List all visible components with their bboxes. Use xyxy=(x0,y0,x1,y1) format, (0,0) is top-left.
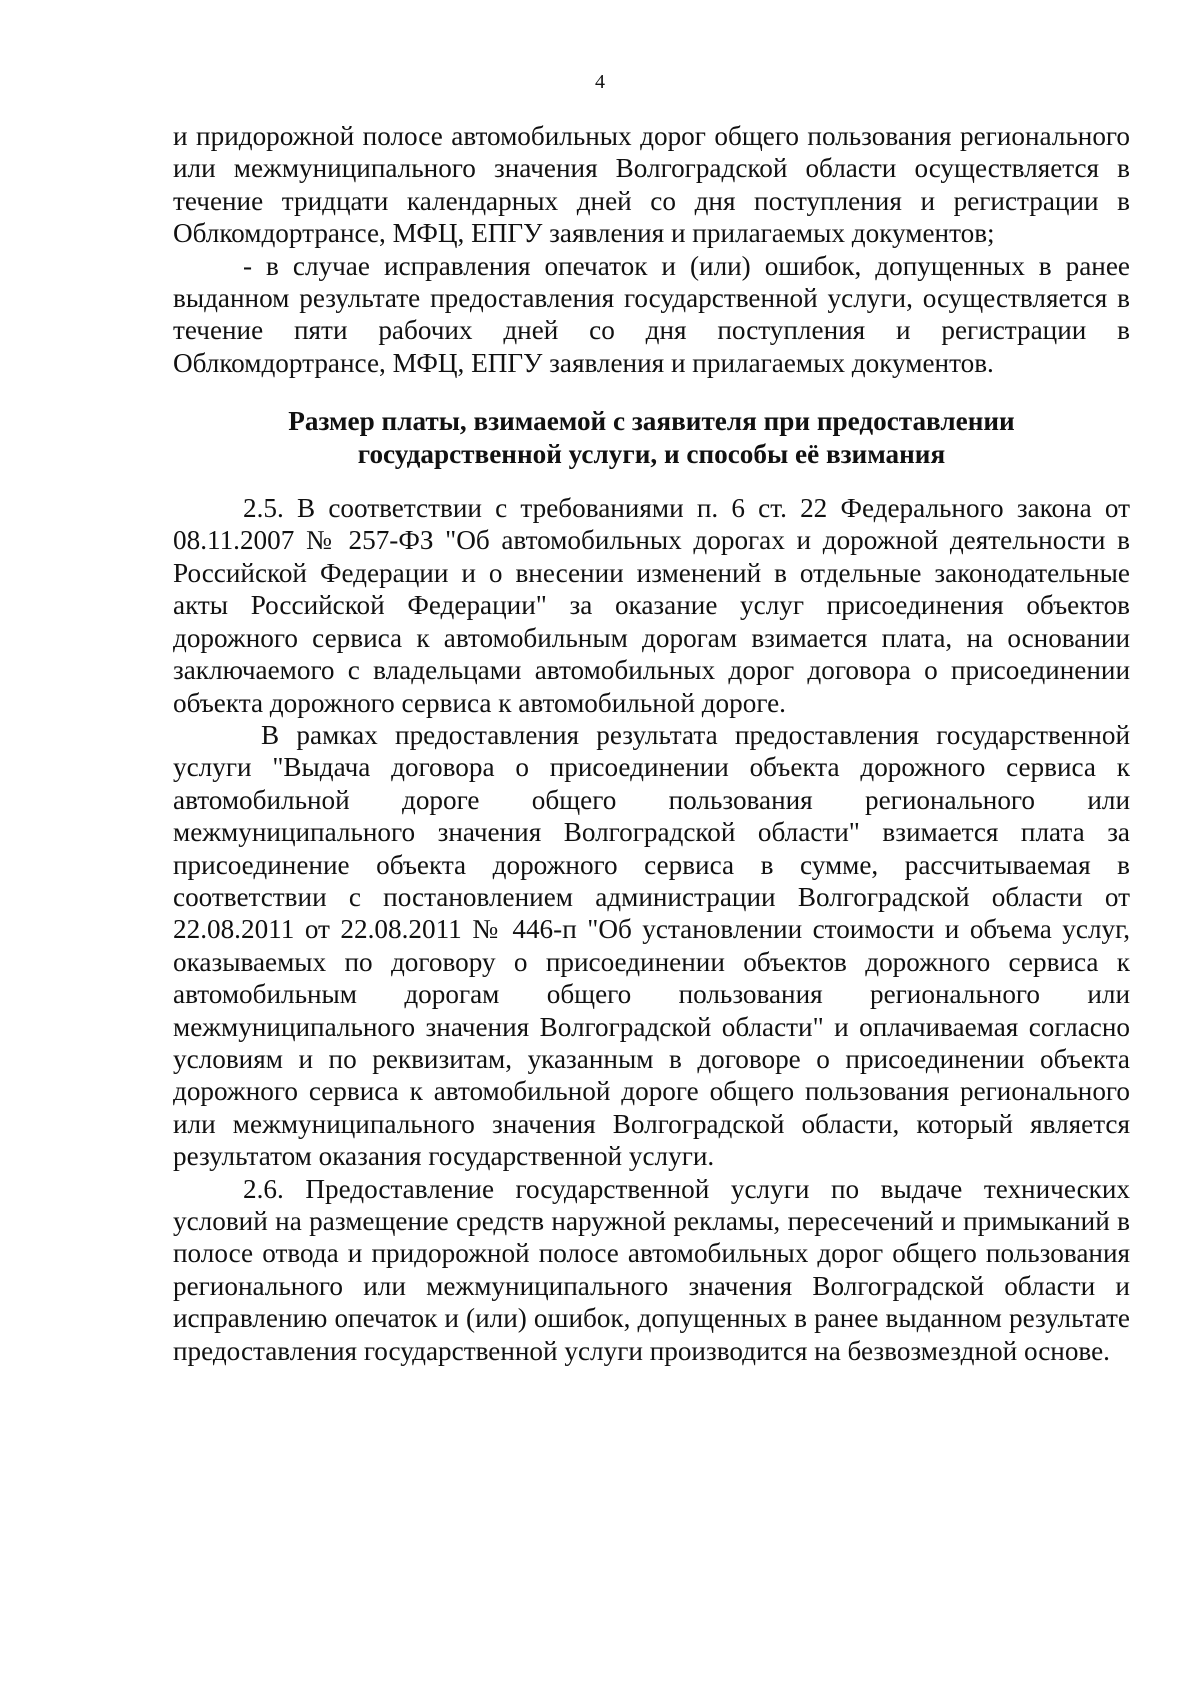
paragraph-2-6: 2.6. Предоставление государственной услуги по выдаче технических условий на размещение средств наружной рекламы, пересечений и примыканий в полосе отвода и придорожной полосе автомобильных дорог общего пользования регионального или межмуниципального значения Волгоградской области и исправлению опечаток и (или) ошибок, допущенных в ранее выданном результате предоставления государственной услуги производится на безвозмездной основе. xyxy=(173,1173,1130,1366)
page-number: 4 xyxy=(595,71,605,93)
section-heading xyxy=(173,405,1130,470)
section-heading-line-1: Размер платы, взимаемой с заявителя при предоставлении xyxy=(288,406,1015,437)
paragraph-continuation: и придорожной полосе автомобильных дорог общего пользования регионального или межмуниципального значения Волгоградской области осуществляется в течение тридцати календарных дней со дня поступления и регистрации в Облкомдортрансе, МФЦ, ЕПГУ заявления и прилагаемых документов; xyxy=(173,121,1130,249)
document-body xyxy=(173,120,1130,1367)
paragraph-fee-details: В рамках предоставления результата предоставления государственной услуги "Выдача договора о присоединении объекта дорожного сервиса к автомобильной дороге общего пользования регионального или межмуниципального значения Волгоградской области" взимается плата за присоединение объекта дорожного сервиса в сумме, рассчитываемая в соответствии с постановлением администрации Волгоградской области от 22.08.2011 от 22.08.2011 № 446-п "Об установлении стоимости и объема услуг, оказываемых по договору о присоединении объектов дорожного сервиса к автомобильным дорогам общего пользования регионального или межмуниципального значения Волгоградской области" и оплачиваемая согласно условиям и по реквизитам, указанным в договоре о присоединении объекта дорожного сервиса к автомобильной дороге общего пользования регионального или межмуниципального значения Волгоградской области, который является результатом оказания государственной услуги. xyxy=(173,719,1130,1172)
paragraph-corrections-term: - в случае исправления опечаток и (или) ошибок, допущенных в ранее выданном результате предоставления государственной услуги, осуществляется в течение пяти рабочих дней со дня поступления и регистрации в Облкомдортрансе, МФЦ, ЕПГУ заявления и прилагаемых документов. xyxy=(173,250,1130,378)
section-heading-line-2: государственной услуги, и способы её взимания xyxy=(357,438,946,469)
paragraph-2-5: 2.5. В соответствии с требованиями п. 6 ст. 22 Федерального закона от 08.11.2007 № 257-ФЗ "Об автомобильных дорогах и дорожной деятельности в Российской Федерации и о внесении изменений в отдельные законодательные акты Российской Федерации" за оказание услуг присоединения объектов дорожного сервиса к автомобильным дорогам взимается плата, на основании заключаемого с владельцами автомобильных дорог договора о присоединении объекта дорожного сервиса к автомобильной дороге. xyxy=(173,493,1130,718)
